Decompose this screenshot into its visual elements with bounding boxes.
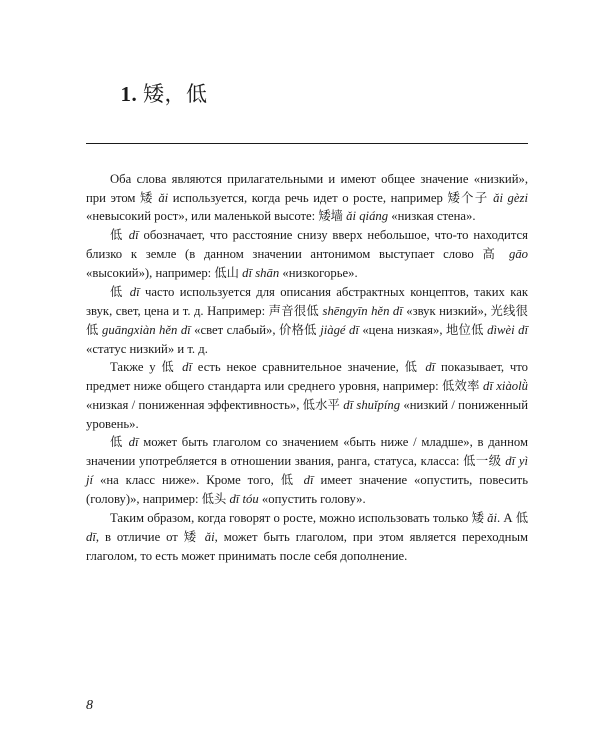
hanzi-run: 声音很低 [268,303,320,318]
pinyin-run: ǎi [204,529,215,544]
pinyin-run: dī [128,228,139,243]
text-run: может быть глаголом со значением «быть ниже / младше», в данном значении употребляется в отношении звания, ранга, статуса, класса: [86,435,528,469]
pinyin-run: dī shān [242,266,280,281]
pinyin-run: ǎi [158,190,169,205]
text-run: обозначает, что расстояние снизу вверх небольшое, что-то находится близко к земле (в данном значении антонимом выступает слово [86,228,529,262]
hanzi-run: 低一级 [463,454,502,469]
body-paragraph [86,358,528,433]
hanzi-run: 低 [110,284,125,299]
hanzi-run: 矮个子 [447,190,489,205]
text-run: . А [496,510,516,525]
pinyin-run: dī [129,284,140,299]
hanzi-run: 低 [110,228,124,243]
hanzi-run: 矮 [471,510,484,525]
text-run: «свет слабый», [190,322,279,337]
pinyin-run: ǎi gèzi [493,190,528,205]
pinyin-run: dī yì jí [86,454,528,488]
text-run [500,247,509,261]
text-run: Оба слова являются прилагательными и имеют общее значение «низкий», при этом [86,172,528,205]
text-run: «низкая стена». [388,209,476,224]
heading-text [86,52,528,137]
text-run: «на класс ниже». Кроме того, [93,473,281,488]
body-paragraph [86,226,528,283]
pinyin-run: dī [128,435,139,450]
hanzi-run: 低 [404,360,420,375]
pinyin-run: dī [182,360,192,375]
hanzi-run: 低 [110,435,124,450]
pinyin-run: dī [425,360,436,375]
body-paragraph [86,509,528,565]
text-run: «статус низкий» и т. д. [86,341,208,356]
pinyin-run: dī tóu [229,491,259,506]
hanzi-run: 矮墙 [318,209,343,224]
text-run: , в отличие от [95,529,184,544]
body-paragraph [86,433,528,509]
hanzi-run: 低头 [201,491,227,506]
section-heading [86,52,528,144]
text-run: Также у [110,360,162,375]
text-run: «низкий / пониженный уровень». [86,397,529,431]
hanzi-run: 低山 [214,266,239,281]
hanzi-run: 低水平 [302,397,340,412]
body-paragraph [86,170,528,226]
text-run: «низкогорье». [279,266,358,281]
pinyin-run: ǎi qiáng [346,209,389,224]
text-run [297,473,304,487]
heading-number: 1. [120,82,138,107]
hanzi-run: 低 [280,473,297,488]
text-run: есть некое сравнительное значение, [191,360,405,375]
text-run: используется, когда речь идет о росте, например [168,190,448,205]
pinyin-run: guāngxiàn hěn dī [102,322,191,337]
text-run: показывает, что предмет ниже общего стандарта или среднего уровня, например: [86,360,528,393]
hanzi-run: 价格低 [279,322,317,337]
text-run: «невысокий рост», или маленькой высоте: [86,209,319,224]
heading-terms: 矮，低 [143,82,208,107]
pinyin-run: gāo [508,247,528,262]
page-number: 8 [86,698,93,713]
hanzi-run: 地位低 [445,322,484,337]
text-run: «высокий»), например: [86,266,215,281]
text-run: «звук низкий», [402,303,491,318]
hanzi-run: 低 [515,510,528,525]
hanzi-run: 低效率 [442,378,480,393]
hanzi-run: 矮 [140,190,154,205]
pinyin-run: dī [86,529,96,544]
pinyin-run: dī [303,473,314,488]
text-run: «низкая / пониженная эффективность», [86,397,303,412]
text-run: имеет значение «опустить, повесить (голову)», например: [86,473,529,506]
pinyin-run: jiàgé dī [320,322,359,337]
hanzi-run: 矮 [183,529,199,544]
pinyin-run: dī shuǐpíng [343,397,401,412]
text-run: Таким образом, когда говорят о росте, можно использовать только [110,510,472,525]
body-paragraph [86,283,528,358]
hanzi-run: 高 [482,247,501,262]
text-run: , может быть глаголом, при этом является переходным глаголом, то есть может принимать после себя дополнение. [86,529,528,563]
text-run: часто используется для описания абстрактных концептов, таких как звук, свет, цена и т. д. Например: [86,284,528,318]
pinyin-run: ǎi [487,510,497,525]
pinyin-run: dī xiàolǜ [483,378,528,393]
pinyin-run: dìwèi dī [487,322,528,337]
pinyin-run: shēngyīn hěn dī [322,303,403,318]
hanzi-run: 低 [161,360,177,375]
text-run: «опустить голову». [258,491,366,506]
text-run: «цена низкая», [358,322,446,337]
hanzi-run: 光线很低 [86,303,528,337]
article-body [86,170,528,565]
